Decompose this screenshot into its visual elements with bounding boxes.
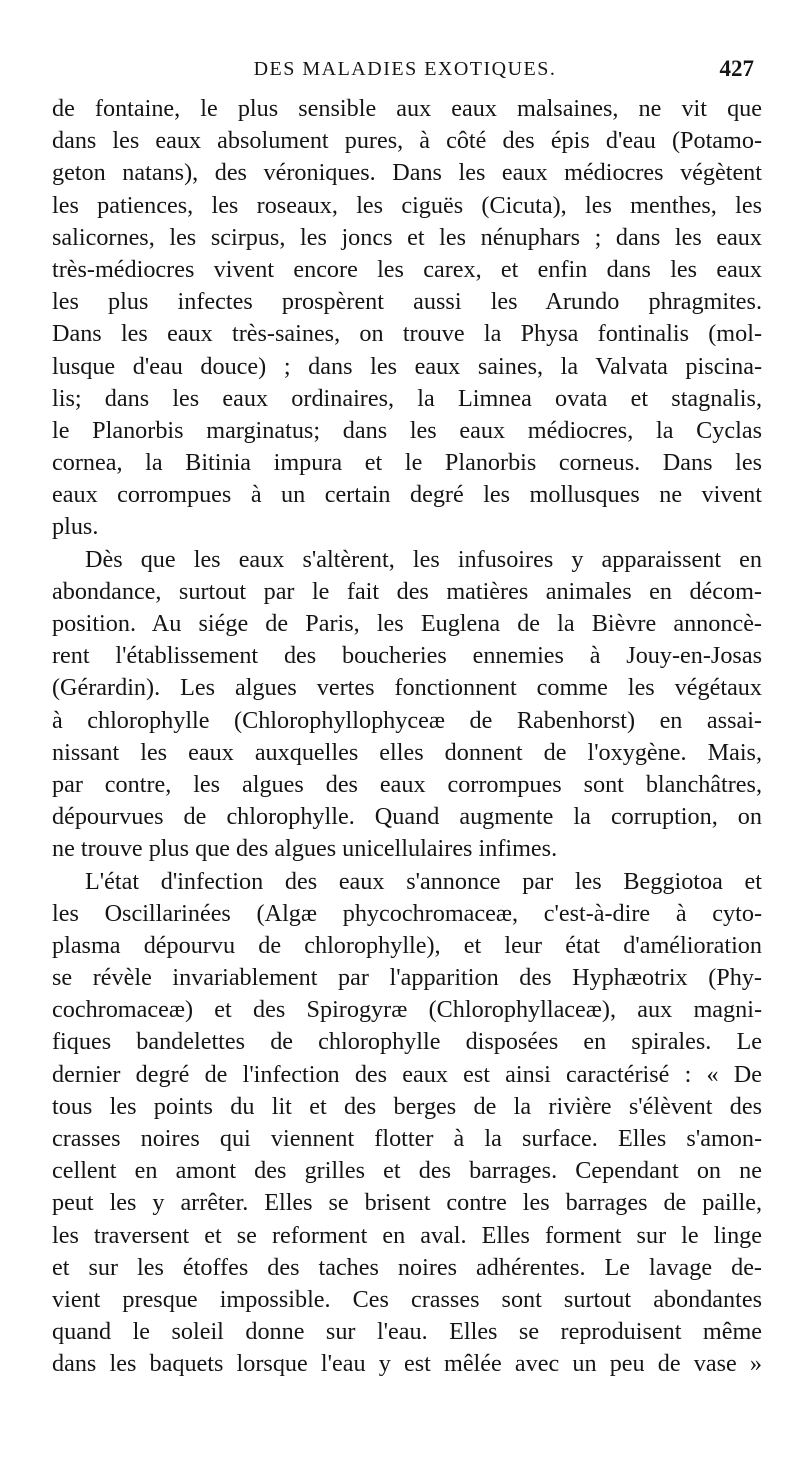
text-line: dans les baquets lorsque l'eau y est mêlée avec un peu de vase »: [52, 1350, 762, 1378]
text-line: à chlorophylle (Chlorophyllophyceæ de Rabenhorst) en assai-: [52, 706, 762, 734]
text-line: quand le soleil donne sur l'eau. Elles se reproduisent même: [52, 1318, 762, 1346]
text-line: Dans les eaux très-saines, on trouve la Physa fontinalis (mol-: [52, 320, 762, 348]
text-line: eaux corrompues à un certain degré les mollusques ne vivent: [52, 481, 762, 509]
text-line: ne trouve plus que des algues unicellulaires infimes.: [52, 835, 558, 863]
text-line: (Gérardin). Les algues vertes fonctionnent comme les végétaux: [52, 674, 762, 702]
running-head: [52, 58, 758, 88]
text-line: plus.: [52, 513, 99, 541]
text-line: dans les eaux absolument pures, à côté des épis d'eau (Potamo-: [52, 127, 762, 155]
text-line: par contre, les algues des eaux corrompues sont blanchâtres,: [52, 770, 762, 798]
text-line: les patiences, les roseaux, les ciguës (Cicuta), les menthes, les: [52, 191, 762, 219]
text-line: le Planorbis marginatus; dans les eaux médiocres, la Cyclas: [52, 416, 762, 444]
body-text: [52, 93, 762, 1381]
text-line: et sur les étoffes des taches noires adhérentes. Le lavage de-: [52, 1253, 762, 1281]
text-line: lis; dans les eaux ordinaires, la Limnea ovata et stagnalis,: [52, 384, 762, 412]
text-line: de fontaine, le plus sensible aux eaux malsaines, ne vit que: [52, 95, 762, 122]
text-line: peut les y arrêter. Elles se brisent contre les barrages de paille,: [52, 1189, 762, 1217]
running-title: DES MALADIES EXOTIQUES.: [253, 58, 557, 80]
text-line: salicornes, les scirpus, les joncs et les nénuphars ; dans les eaux: [52, 223, 762, 251]
text-line: vient presque impossible. Ces crasses sont surtout abondantes: [52, 1285, 762, 1313]
text-line: les Oscillarinées (Algæ phycochromaceæ, c'est-à-dire à cyto-: [52, 899, 762, 927]
text-line: L'état d'infection des eaux s'annonce par les Beggiotoa et: [85, 867, 762, 895]
text-line: les traversent et se reforment en aval. Elles forment sur le linge: [52, 1221, 762, 1249]
page-number: 427: [719, 56, 754, 81]
text-line: nissant les eaux auxquelles elles donnent de l'oxygène. Mais,: [52, 738, 762, 766]
text-line: cornea, la Bitinia impura et le Planorbis corneus. Dans les: [52, 449, 762, 477]
text-line: tous les points du lit et des berges de la rivière s'élèvent des: [52, 1092, 762, 1120]
text-line: lusque d'eau douce) ; dans les eaux saines, la Valvata piscina-: [52, 352, 762, 380]
text-line: très-médiocres vivent encore les carex, et enfin dans les eaux: [52, 255, 762, 283]
text-line: crasses noires qui viennent flotter à la surface. Elles s'amon-: [52, 1125, 762, 1152]
text-line: rent l'établissement des boucheries ennemies à Jouy-en-Josas: [52, 642, 762, 670]
text-line: cochromaceæ) et des Spirogyræ (Chlorophyllaceæ), aux magni-: [52, 996, 762, 1024]
text-line: Dès que les eaux s'altèrent, les infusoires y apparaissent en: [85, 545, 762, 573]
text-line: position. Au siége de Paris, les Euglena de la Bièvre annoncè-: [52, 610, 762, 637]
text-line: fiques bandelettes de chlorophylle disposées en spirales. Le: [52, 1028, 762, 1056]
text-line: dépourvues de chlorophylle. Quand augmente la corruption, on: [52, 803, 762, 831]
text-line: dernier degré de l'infection des eaux est ainsi caractérisé : « De: [52, 1060, 762, 1088]
text-line: abondance, surtout par le fait des matières animales en décom-: [52, 577, 762, 605]
text-line: plasma dépourvu de chlorophylle), et leur état d'amélioration: [52, 931, 762, 959]
text-line: les plus infectes prospèrent aussi les Arundo phragmites.: [52, 288, 762, 316]
text-line: cellent en amont des grilles et des barrages. Cependant on ne: [52, 1157, 762, 1185]
text-line: se révèle invariablement par l'apparition des Hyphæotrix (Phy-: [52, 964, 762, 992]
text-line: geton natans), des véroniques. Dans les eaux médiocres végètent: [52, 159, 762, 187]
